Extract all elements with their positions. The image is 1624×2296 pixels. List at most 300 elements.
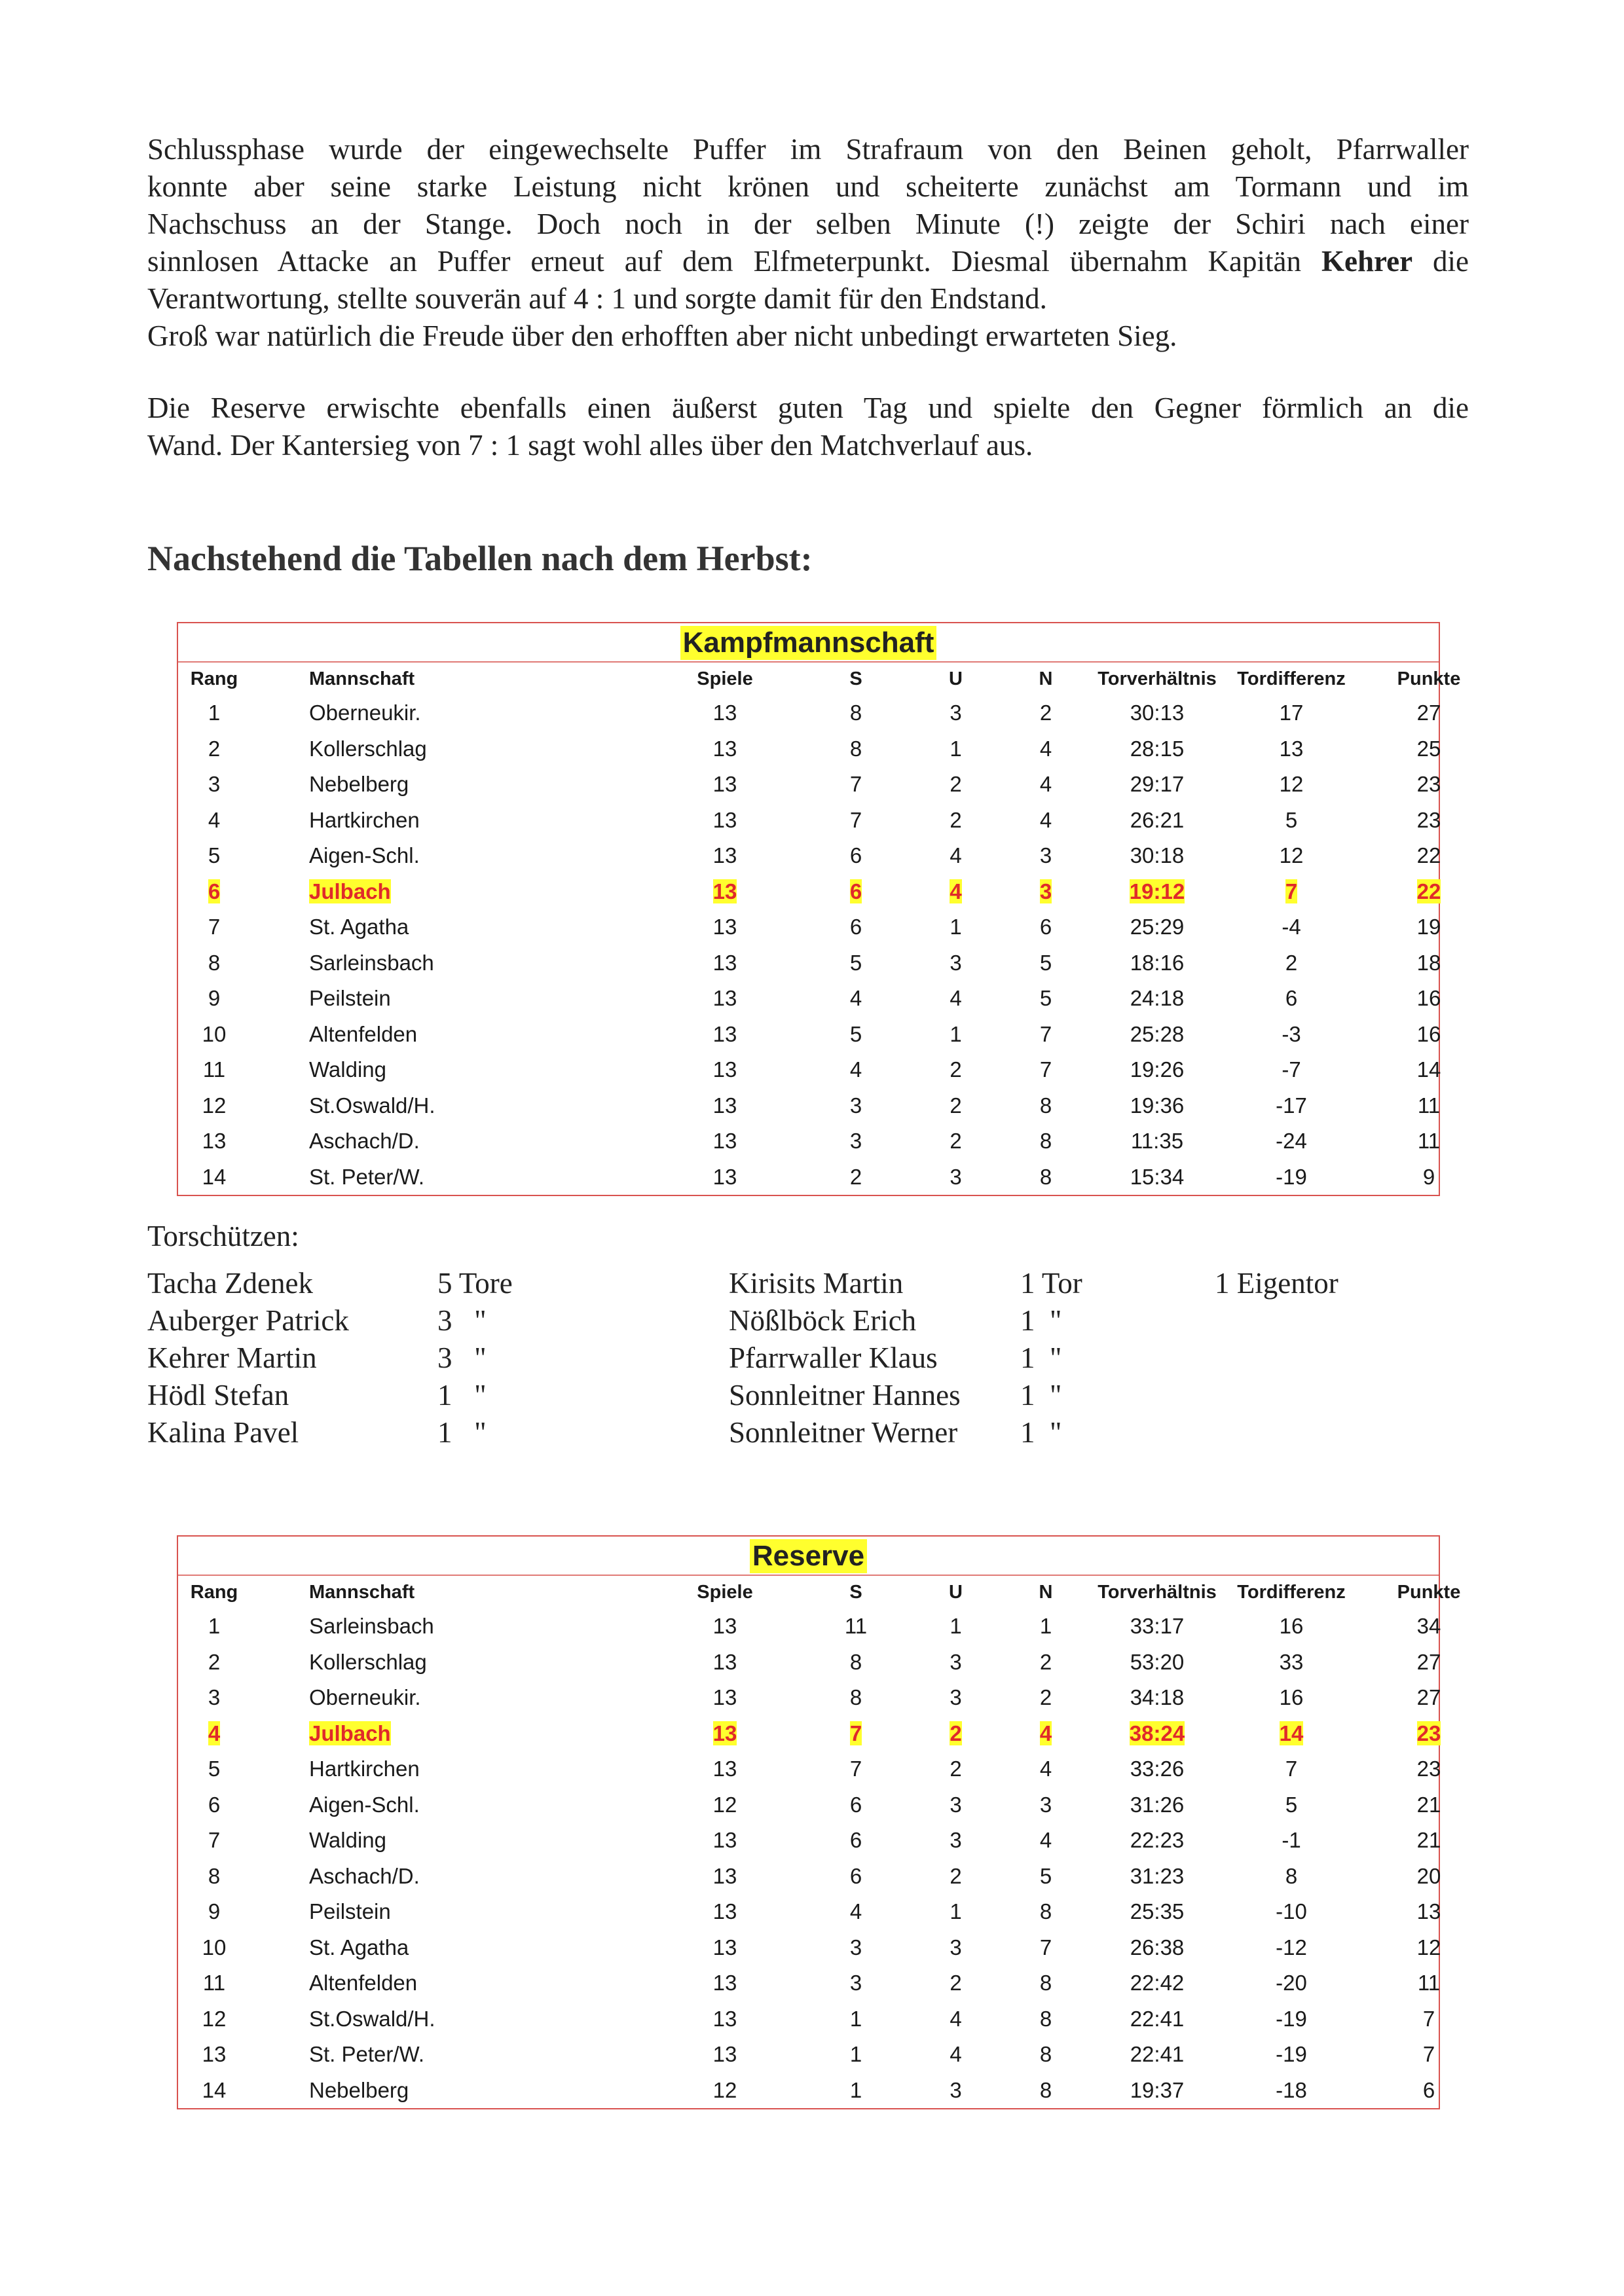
header-niederlagen: N [1039,1581,1053,1603]
cell-siege [800,767,912,803]
cell-value: 2 [1039,1649,1052,1674]
cell-mannschaft [250,909,650,945]
scorer-goals: 3 " [437,1341,487,1374]
cell-value: 16 [1416,986,1441,1011]
cell-value: 8 [1039,2042,1052,2067]
cell-unentschieden [912,909,1000,945]
cell-value: 11:35 [1130,1129,1184,1154]
cell-value: 2 [208,736,221,761]
cell-rang [178,1017,250,1053]
cell-value: 4 [950,986,962,1011]
cell-value: 6 [849,915,862,939]
cell-unentschieden [912,1930,1000,1966]
cell-value: 34:18 [1130,1685,1185,1710]
cell-value: 14 [202,1164,227,1189]
cell-value: 5 [208,1757,221,1781]
cell-value: 19:26 [1130,1057,1185,1082]
cell-spiele [650,2001,800,2037]
cell-value: 4 [1039,736,1052,761]
cell-mannschaft [250,1787,650,1823]
cell-value: -19 [1276,1164,1307,1189]
cell-rang [178,2073,250,2109]
cell-siege [800,731,912,767]
header-unentschieden: U [949,668,963,689]
header-rang: Rang [190,668,238,689]
cell-rang [178,1787,250,1823]
scorer-name: Auberger Patrick [147,1304,349,1337]
cell-value: -18 [1276,2077,1307,2102]
cell-value: 1 [950,736,962,761]
header-row [178,1576,1498,1609]
table-row [178,1645,1498,1681]
cell-spiele [650,767,800,803]
cell-mannschaft [250,1930,650,1966]
cell-punkte [1360,1930,1498,1966]
table-row [178,2073,1498,2109]
cell-spiele [650,1859,800,1895]
table-row [178,874,1498,910]
cell-niederlagen [1000,695,1092,731]
table-row [178,981,1498,1017]
cell-value: 7 [208,915,221,939]
cell-siege [800,1751,912,1787]
cell-spiele [650,1609,800,1645]
scorer-goals: 1 " [1020,1304,1062,1337]
cell-mannschaft [250,1751,650,1787]
cell-value: Aigen-Schl. [309,1792,420,1817]
cell-mannschaft [250,1088,650,1124]
cell-unentschieden [912,1823,1000,1859]
table-row [178,1823,1498,1859]
cell-value: 3 [950,1935,962,1959]
cell-torverhaeltnis [1092,1787,1223,1823]
cell-punkte [1360,2037,1498,2073]
cell-value: 13 [712,1863,737,1888]
cell-value: 3 [950,2077,962,2102]
cell-value: 27 [1416,1685,1441,1710]
cell-value: 5 [1039,1863,1052,1888]
cell-tordifferenz [1223,1965,1360,2001]
cell-punkte [1360,731,1498,767]
cell-value: 10 [202,1935,227,1959]
cell-rang [178,1894,250,1930]
cell-value: 4 [950,2006,962,2031]
cell-value: Kollerschlag [309,736,427,761]
cell-value: 5 [1285,1792,1298,1817]
cell-torverhaeltnis [1092,909,1223,945]
cell-value: 3 [950,950,962,975]
cell-unentschieden [912,945,1000,981]
cell-siege [800,803,912,839]
cell-niederlagen [1000,767,1092,803]
cell-value: 13 [712,1057,737,1082]
own-goal: 1 Eigentor [1215,1267,1338,1300]
cell-spiele [650,874,800,910]
cell-value: 4 [849,1057,862,1082]
scorer-row [147,1303,1457,1341]
cell-unentschieden [912,1751,1000,1787]
cell-tordifferenz [1223,767,1360,803]
cell-value: 8 [1285,1863,1298,1888]
tables-heading: Nachstehend die Tabellen nach dem Herbst: [147,539,813,578]
cell-value: Oberneukir. [309,1685,421,1710]
cell-value: 13 [712,950,737,975]
cell-niederlagen [1000,1088,1092,1124]
cell-tordifferenz [1223,1859,1360,1895]
scorer-goals: 1 " [437,1379,487,1412]
cell-mannschaft [250,981,650,1017]
cell-value: 11 [1417,1093,1441,1118]
header-mannschaft: Mannschaft [309,1581,415,1603]
cell-value: 13 [1279,736,1304,761]
cell-spiele [650,945,800,981]
cell-value: 7 [208,1828,221,1853]
table-row [178,909,1498,945]
cell-value: Walding [309,1057,386,1082]
standings-table [178,663,1498,1195]
table-row [178,695,1498,731]
table-row [178,731,1498,767]
table-body [178,695,1498,1195]
cell-rang [178,731,250,767]
cell-value: 4 [1039,807,1052,832]
cell-niederlagen [1000,874,1092,910]
cell-unentschieden [912,1859,1000,1895]
cell-value: 8 [1039,1971,1052,1995]
cell-mannschaft [250,1894,650,1930]
table-row [178,2001,1498,2037]
cell-value: 7 [1285,879,1298,903]
cell-mannschaft [250,1823,650,1859]
cell-value: Kollerschlag [309,1649,427,1674]
cell-value: 30:18 [1130,843,1185,868]
cell-value: 13 [712,1164,737,1189]
cell-siege [800,1052,912,1088]
cell-value: 19:37 [1130,2077,1185,2102]
table-row [178,1017,1498,1053]
cell-value: Peilstein [309,986,391,1011]
cell-punkte [1360,1609,1498,1645]
cell-value: 3 [950,1164,962,1189]
cell-value: 5 [208,843,221,868]
table-row [178,1680,1498,1716]
cell-value: 3 [1039,843,1052,868]
table-row [178,1930,1498,1966]
cell-torverhaeltnis [1092,1052,1223,1088]
cell-torverhaeltnis [1092,1859,1223,1895]
cell-spiele [650,838,800,874]
cell-value: 11 [1417,1129,1441,1154]
cell-value: 13 [712,986,737,1011]
header-tordifferenz: Tordifferenz [1237,1581,1346,1603]
cell-tordifferenz [1223,1751,1360,1787]
cell-value: 9 [208,986,221,1011]
cell-rang [178,1716,250,1752]
header-niederlagen: N [1039,668,1053,689]
scorer-name: Hödl Stefan [147,1379,289,1412]
cell-value: 13 [712,843,737,868]
cell-siege [800,838,912,874]
cell-value: 19 [1416,915,1441,939]
cell-value: 23 [1416,1757,1441,1781]
cell-value: 8 [1039,2006,1052,2031]
cell-torverhaeltnis [1092,1965,1223,2001]
cell-rang [178,1823,250,1859]
cell-value: 23 [1416,807,1441,832]
cell-value: St. Agatha [309,1935,409,1959]
intro-line-5: Verantwortung, stellte souverän auf 4 : 1 und sorgte damit für den Endstand. [147,282,1047,315]
table-title [178,1537,1439,1576]
cell-niederlagen [1000,1787,1092,1823]
cell-value: 4 [1039,1721,1052,1745]
table-row [178,2037,1498,2073]
header-spiele: Spiele [697,1581,753,1603]
cell-value: -19 [1276,2042,1307,2067]
cell-mannschaft [250,767,650,803]
cell-tordifferenz [1223,981,1360,1017]
cell-spiele [650,731,800,767]
cell-siege [800,1123,912,1159]
cell-niederlagen [1000,1159,1092,1195]
cell-value: 13 [712,1685,737,1710]
cell-value: 29:17 [1130,772,1185,797]
cell-spiele [650,1680,800,1716]
cell-punkte [1360,874,1498,910]
cell-value: 16 [1279,1614,1304,1639]
cell-tordifferenz [1223,1017,1360,1053]
cell-mannschaft [250,731,650,767]
cell-torverhaeltnis [1092,1088,1223,1124]
cell-tordifferenz [1223,1680,1360,1716]
cell-siege [800,1965,912,2001]
cell-value: 17 [1279,701,1304,725]
cell-unentschieden [912,1680,1000,1716]
cell-punkte [1360,1894,1498,1930]
cell-unentschieden [912,803,1000,839]
cell-value: -4 [1282,915,1301,939]
scorer-name: Sonnleitner Werner [729,1416,958,1449]
cell-value: 7 [849,807,862,832]
cell-rang [178,695,250,731]
cell-value: 2 [950,807,962,832]
header-row [178,663,1498,695]
cell-niederlagen [1000,1751,1092,1787]
cell-value: 10 [202,1021,227,1046]
cell-value: 7 [1039,1057,1052,1082]
cell-rang [178,1123,250,1159]
table-row [178,767,1498,803]
table-row [178,1052,1498,1088]
cell-unentschieden [912,1017,1000,1053]
cell-tordifferenz [1223,731,1360,767]
cell-siege [800,945,912,981]
cell-value: 7 [849,1721,862,1745]
cell-value: 2 [950,1971,962,1995]
cell-tordifferenz [1223,1823,1360,1859]
cell-value: 5 [1285,807,1298,832]
cell-value: 15:34 [1130,1164,1185,1189]
intro-line-6: Groß war natürlich die Freude über den erhofften aber nicht unbedingt erwarteten Sieg. [147,319,1177,352]
reserve-paragraph [147,390,1469,464]
cell-spiele [650,1123,800,1159]
cell-value: 1 [950,1614,962,1639]
cell-torverhaeltnis [1092,731,1223,767]
header-torverhaeltnis: Torverhältnis [1098,1581,1217,1603]
cell-value: 26:21 [1130,807,1185,832]
cell-value: 13 [712,701,737,725]
intro-line-4-end: die [1433,245,1469,278]
cell-niederlagen [1000,1645,1092,1681]
cell-tordifferenz [1223,1123,1360,1159]
cell-siege [800,2001,912,2037]
cell-torverhaeltnis [1092,767,1223,803]
cell-tordifferenz [1223,1716,1360,1752]
cell-rang [178,1052,250,1088]
cell-value: 8 [208,1863,221,1888]
cell-value: 2 [208,1649,221,1674]
cell-siege [800,2037,912,2073]
header-spiele: Spiele [697,668,753,689]
cell-value: 1 [1039,1614,1052,1639]
cell-punkte [1360,1787,1498,1823]
cell-value: 3 [950,1828,962,1853]
cell-punkte [1360,1088,1498,1124]
header-torverhaeltnis: Torverhältnis [1098,668,1217,689]
cell-value: Oberneukir. [309,701,421,725]
table-row [178,1088,1498,1124]
intro-line-2: konnte aber seine starke Leistung nicht krönen und scheiterte zunächst am Tormann und im [147,170,1469,203]
cell-value: 3 [849,1093,862,1118]
cell-value: St.Oswald/H. [309,2006,435,2031]
cell-value: St. Agatha [309,915,409,939]
cell-punkte [1360,1859,1498,1895]
cell-value: 28:15 [1130,736,1185,761]
cell-spiele [650,981,800,1017]
cell-value: Aschach/D. [309,1129,420,1154]
table-row [178,1123,1498,1159]
cell-punkte [1360,838,1498,874]
intro-line-4-text: sinnlosen Attacke an Puffer erneut auf dem Elfmeterpunkt. Diesmal übernahm Kapitän [147,245,1301,278]
cell-value: 34 [1416,1614,1441,1639]
cell-value: 6 [849,1828,862,1853]
cell-value: 33:26 [1130,1757,1185,1781]
cell-value: -19 [1276,2006,1307,2031]
cell-value: 2 [849,1164,862,1189]
cell-value: 3 [1039,879,1052,903]
cell-value: 8 [208,950,221,975]
cell-value: 6 [1039,915,1052,939]
cell-value: 13 [712,1828,737,1853]
cell-value: 13 [712,1649,737,1674]
cell-value: 5 [1039,986,1052,1011]
scorer-goals: 3 " [437,1304,487,1337]
cell-unentschieden [912,981,1000,1017]
cell-siege [800,1787,912,1823]
cell-value: 13 [712,1093,737,1118]
cell-unentschieden [912,1123,1000,1159]
cell-punkte [1360,767,1498,803]
cell-value: 8 [1039,1899,1052,1924]
cell-niederlagen [1000,838,1092,874]
cell-value: 18:16 [1130,950,1185,975]
table-title-text: Reserve [750,1539,867,1573]
cell-value: 2 [950,1721,962,1745]
cell-tordifferenz [1223,838,1360,874]
header-mannschaft: Mannschaft [309,668,415,689]
cell-value: 13 [712,1129,737,1154]
cell-value: 12 [712,1792,737,1817]
cell-value: 2 [950,1093,962,1118]
header-punkte: Punkte [1397,1581,1461,1603]
cell-tordifferenz [1223,695,1360,731]
cell-value: 6 [849,1792,862,1817]
cell-value: 13 [202,2042,227,2067]
cell-torverhaeltnis [1092,695,1223,731]
cell-punkte [1360,1159,1498,1195]
header-siege: S [849,668,862,689]
cell-niederlagen [1000,1823,1092,1859]
cell-rang [178,1930,250,1966]
cell-value: -12 [1276,1935,1307,1959]
cell-torverhaeltnis [1092,1751,1223,1787]
cell-value: 23 [1416,1721,1441,1745]
cell-value: -24 [1276,1129,1307,1154]
cell-value: 3 [1039,1792,1052,1817]
cell-value: 2 [950,1129,962,1154]
cell-value: 1 [208,1614,221,1639]
cell-spiele [650,1088,800,1124]
cell-siege [800,1930,912,1966]
cell-value: 3 [950,1685,962,1710]
cell-torverhaeltnis [1092,1930,1223,1966]
cell-unentschieden [912,1787,1000,1823]
cell-mannschaft [250,1859,650,1895]
cell-siege [800,981,912,1017]
cell-value: 8 [1039,1164,1052,1189]
cell-spiele [650,1930,800,1966]
cell-value: 12 [712,2077,737,2102]
cell-rang [178,1645,250,1681]
cell-torverhaeltnis [1092,2001,1223,2037]
cell-unentschieden [912,695,1000,731]
cell-tordifferenz [1223,1894,1360,1930]
kampfmannschaft-table [177,622,1461,1196]
cell-punkte [1360,1965,1498,2001]
cell-value: 8 [849,736,862,761]
cell-value: 14 [1416,1057,1441,1082]
cell-torverhaeltnis [1092,1609,1223,1645]
cell-value: Altenfelden [309,1971,418,1995]
scorer-goals: 1 " [1020,1416,1062,1449]
cell-tordifferenz [1223,803,1360,839]
cell-value: 11 [844,1614,868,1639]
cell-value: 13 [712,1721,737,1745]
table-row [178,1965,1498,2001]
cell-value: 30:13 [1130,701,1185,725]
cell-value: 5 [849,1021,862,1046]
cell-niederlagen [1000,2037,1092,2073]
cell-spiele [650,1645,800,1681]
cell-punkte [1360,2001,1498,2037]
cell-value: Nebelberg [309,2077,409,2102]
cell-value: 13 [1416,1899,1441,1924]
cell-siege [800,874,912,910]
reserve-table [177,1535,1461,2109]
scorer-row [147,1415,1457,1453]
cell-mannschaft [250,695,650,731]
cell-value: 6 [208,879,221,903]
cell-tordifferenz [1223,909,1360,945]
